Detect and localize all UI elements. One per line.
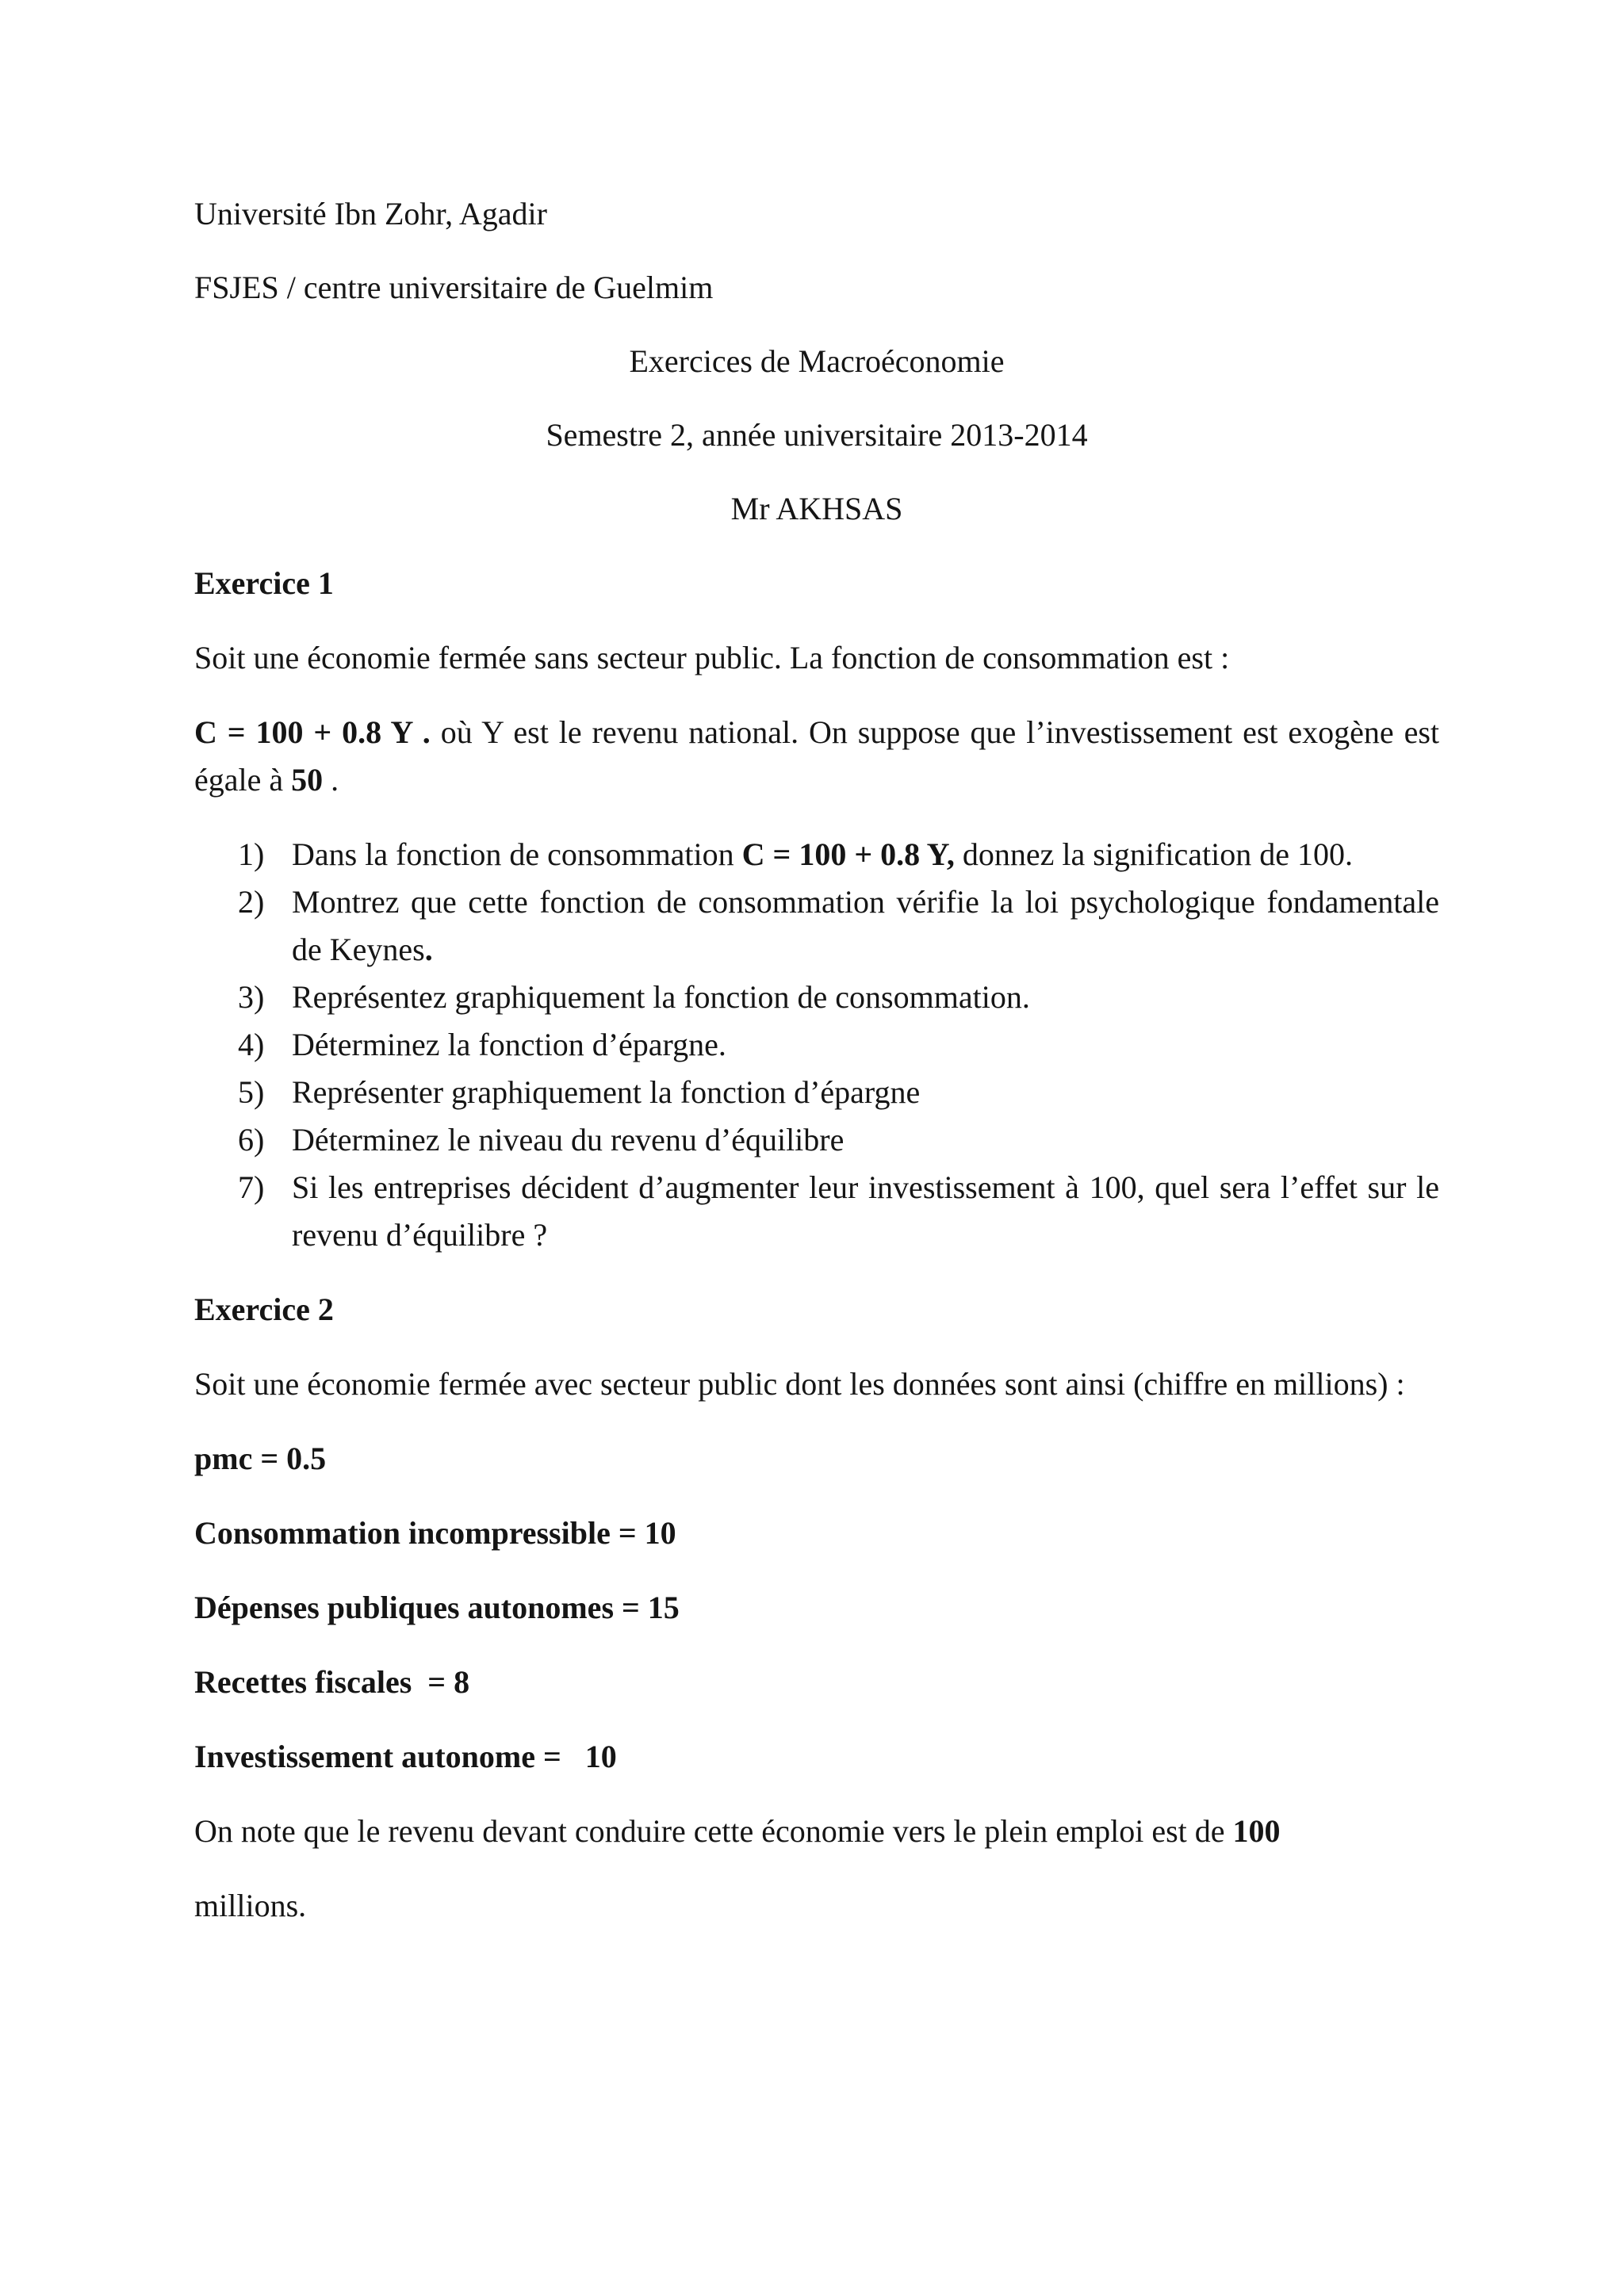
question-number: 3) — [238, 979, 265, 1015]
question-bold-text: C = 100 + 0.8 Y, — [741, 836, 955, 872]
data-item-investment: Investissement autonome = 10 — [194, 1739, 617, 1774]
question-item — [194, 974, 1439, 1021]
question-number: 1) — [238, 836, 265, 872]
question-item — [194, 878, 1439, 974]
question-number: 7) — [238, 1169, 265, 1205]
exercise-2-conclusion-end: millions. — [194, 1888, 307, 1923]
data-item-pmc: pmc = 0.5 — [194, 1441, 327, 1476]
question-text: Montrez que cette fonction de consommation vérifie la loi psychologique fondamentale de Keynes — [292, 884, 1439, 967]
document-page — [194, 190, 1439, 1930]
conclusion-text: On note que le revenu devant conduire cette économie vers le plein emploi est de — [194, 1813, 1233, 1849]
question-text: Représentez graphiquement la fonction de consommation. — [292, 979, 1030, 1015]
question-text: Déterminez le niveau du revenu d’équilibre — [292, 1122, 845, 1158]
equation-description: où Y est le revenu national. On suppose que l’investissement est exogène est égale à — [194, 714, 1440, 798]
question-item — [194, 1116, 1439, 1164]
university-name: Université Ibn Zohr, Agadir — [194, 196, 547, 232]
question-number: 2) — [238, 884, 265, 920]
exercise-1-equation-paragraph — [194, 709, 1439, 804]
question-item — [194, 1021, 1439, 1069]
question-text: Si les entreprises décident d’augmenter leur investissement à 100, quel sera l’effet sur le revenu d’équilibre ? — [292, 1169, 1439, 1253]
professor-name: Mr AKHSAS — [730, 491, 903, 526]
exercise-2-heading: Exercice 2 — [194, 1292, 334, 1327]
data-item-consumption: Consommation incompressible = 10 — [194, 1515, 676, 1551]
exercise-1-heading: Exercice 1 — [194, 565, 334, 601]
question-bold-text: . — [424, 932, 433, 967]
equation-end: . — [323, 762, 339, 798]
question-number: 4) — [238, 1027, 265, 1062]
question-number: 6) — [238, 1122, 265, 1158]
question-text: Déterminez la fonction d’épargne. — [292, 1027, 726, 1062]
question-text: Dans la fonction de consommation — [292, 836, 742, 872]
consumption-equation: C = 100 + 0.8 Y . — [194, 714, 431, 750]
full-employment-income: 100 — [1232, 1813, 1281, 1849]
question-item — [194, 831, 1439, 878]
data-item-tax-revenue: Recettes fiscales = 8 — [194, 1664, 470, 1700]
course-title: Exercices de Macroéconomie — [629, 343, 1005, 379]
investment-value: 50 — [291, 762, 324, 798]
question-number: 5) — [238, 1074, 265, 1110]
question-item — [194, 1164, 1439, 1259]
exercise-2-conclusion — [194, 1808, 1439, 1855]
exercise-2-intro: Soit une économie fermée avec secteur public dont les données sont ainsi (chiffre en millions) : — [194, 1366, 1405, 1402]
faculty-name: FSJES / centre universitaire de Guelmim — [194, 270, 714, 305]
question-text: Représenter graphiquement la fonction d’épargne — [292, 1074, 921, 1110]
question-text-end: donnez la signification de 100. — [954, 836, 1353, 872]
data-item-public-spending: Dépenses publiques autonomes = 15 — [194, 1590, 680, 1625]
exercise-1-questions — [194, 831, 1439, 1259]
question-item — [194, 1069, 1439, 1116]
semester-info: Semestre 2, année universitaire 2013-2014 — [546, 417, 1088, 453]
exercise-1-intro: Soit une économie fermée sans secteur public. La fonction de consommation est : — [194, 640, 1230, 675]
